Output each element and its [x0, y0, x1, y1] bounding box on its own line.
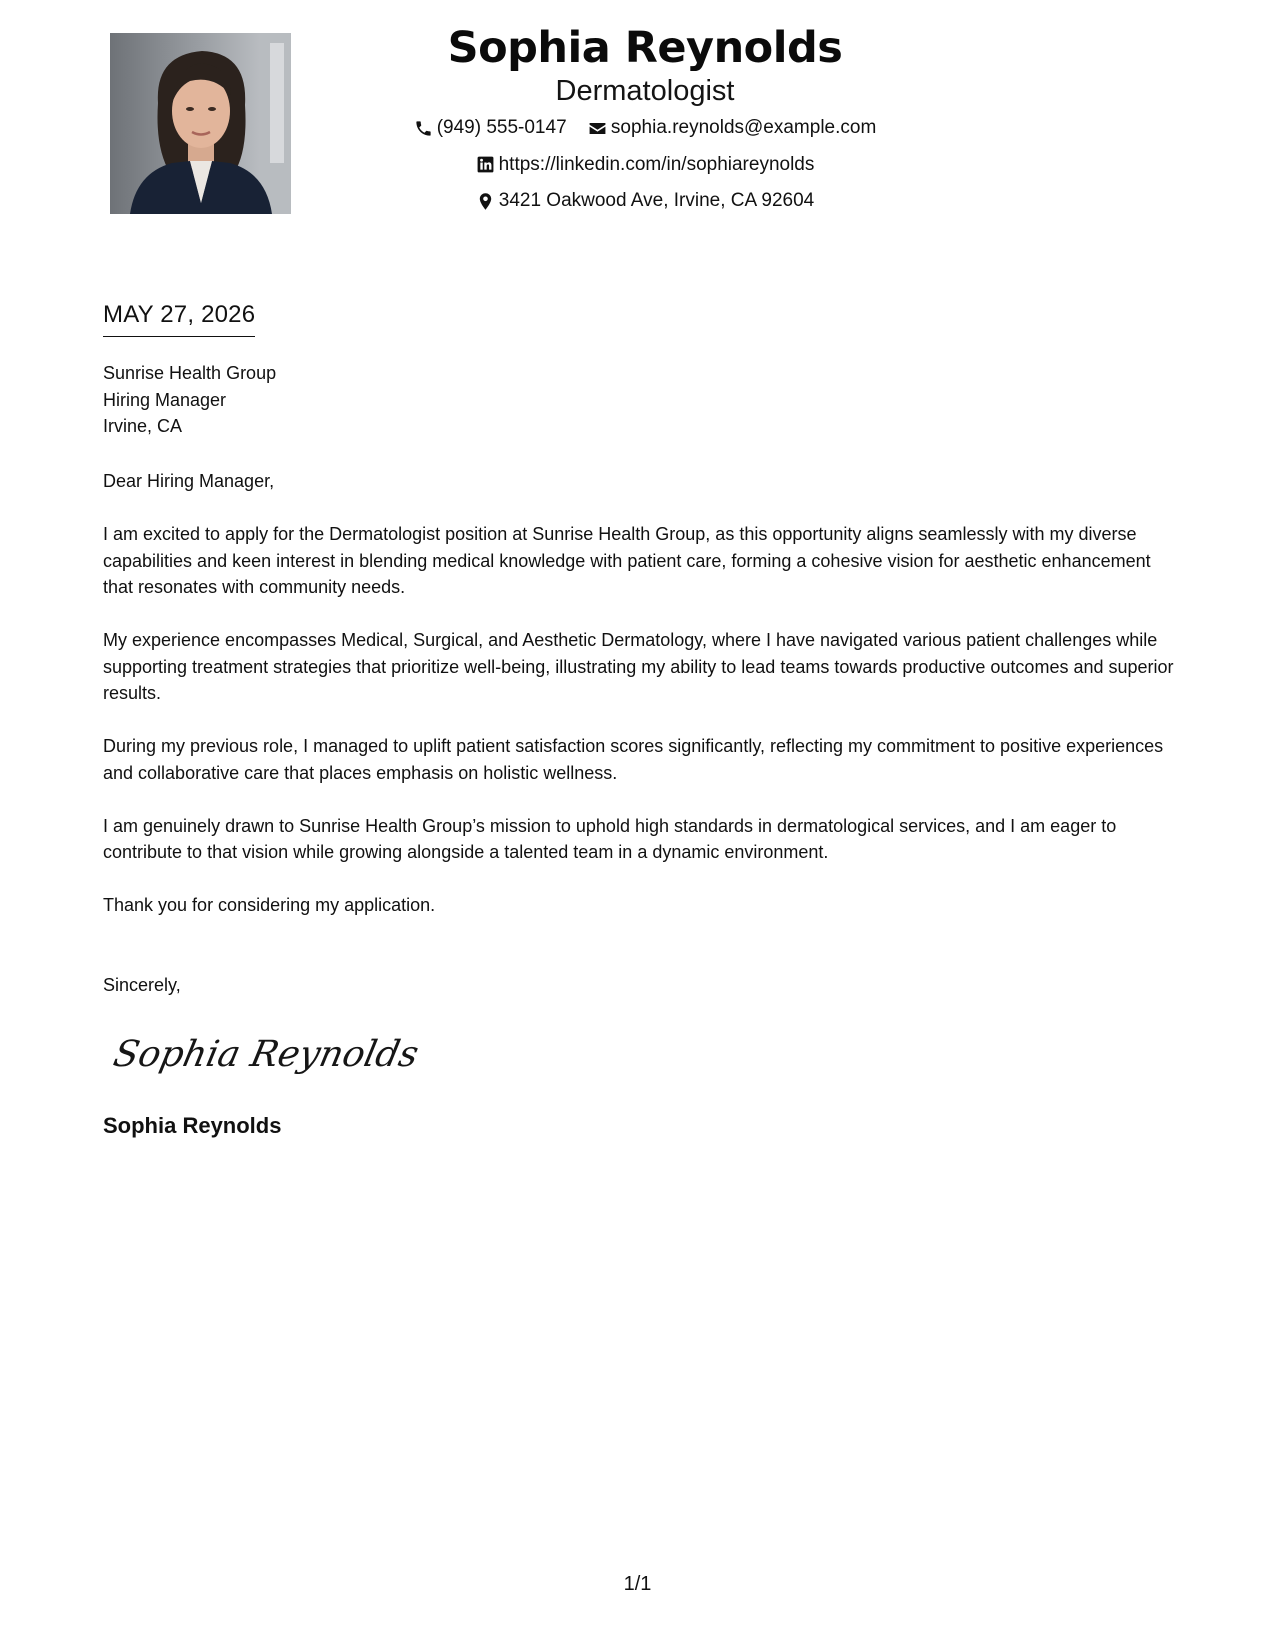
recipient-block [103, 360, 276, 440]
paragraph: I am genuinely drawn to Sunrise Health Group’s mission to uphold high standards in dermatological services, and I am eager to contribute to that vision while growing alongside a talented team in a dynamic environment. [103, 815, 1117, 862]
closing: Sincerely, [103, 975, 181, 995]
svg-text:Sophia Reynolds: Sophia Reynolds [109, 1032, 423, 1075]
header [320, 22, 970, 218]
map-pin-icon [476, 192, 495, 211]
phone-contact[interactable] [414, 116, 567, 140]
paragraph: During my previous role, I managed to uplift patient satisfaction scores significantly, reflecting my commitment to positive experiences and collaborative care that places emphasis on holistic wellness. [103, 736, 1164, 783]
contact-line-3 [320, 189, 970, 218]
page-number: 1/1 [623, 1573, 652, 1595]
recipient-company: Sunrise Health Group [103, 363, 277, 383]
paragraph: My experience encompasses Medical, Surgical, and Aesthetic Dermatology, where I have navigated various patient challenges while supporting treatment strategies that prioritize well-being, illustrating my ability to lead teams towards productive outcomes and superior results. [103, 630, 1174, 703]
contact-line-2 [320, 153, 970, 182]
paragraph: I am excited to apply for the Dermatologist position at Sunrise Health Group, as this opportunity aligns seamlessly with my diverse capabilities and keen interest in blending medical knowledge with patient care, forming a cohesive vision for aesthetic enhancement that resonates with community needs. [103, 524, 1151, 597]
paragraph: Thank you for considering my application. [103, 895, 436, 915]
signer-name: Sophia Reynolds [103, 1113, 282, 1138]
envelope-icon [588, 119, 607, 138]
phone-icon [414, 119, 433, 138]
letter-body [103, 468, 1175, 945]
salutation: Dear Hiring Manager, [103, 471, 275, 491]
profile-photo [110, 33, 291, 214]
phone-text: (949) 555-0147 [436, 117, 567, 138]
applicant-name: Sophia Reynolds [447, 23, 843, 73]
linkedin-contact[interactable] [476, 153, 815, 177]
address-contact [476, 189, 814, 213]
email-contact[interactable] [588, 116, 876, 140]
recipient-role: Hiring Manager [103, 389, 227, 410]
linkedin-icon [476, 155, 495, 174]
recipient-location: Irvine, CA [103, 416, 183, 436]
job-title: Dermatologist [555, 75, 735, 107]
email-text: sophia.reynolds@example.com [610, 117, 877, 138]
address-text: 3421 Oakwood Ave, Irvine, CA 92604 [498, 190, 815, 211]
linkedin-text: https://linkedin.com/in/sophiareynolds [498, 153, 815, 175]
letter-date: MAY 27, 2026 [103, 300, 255, 337]
handwritten-signature [108, 1018, 423, 1088]
contact-line-1 [320, 116, 970, 145]
